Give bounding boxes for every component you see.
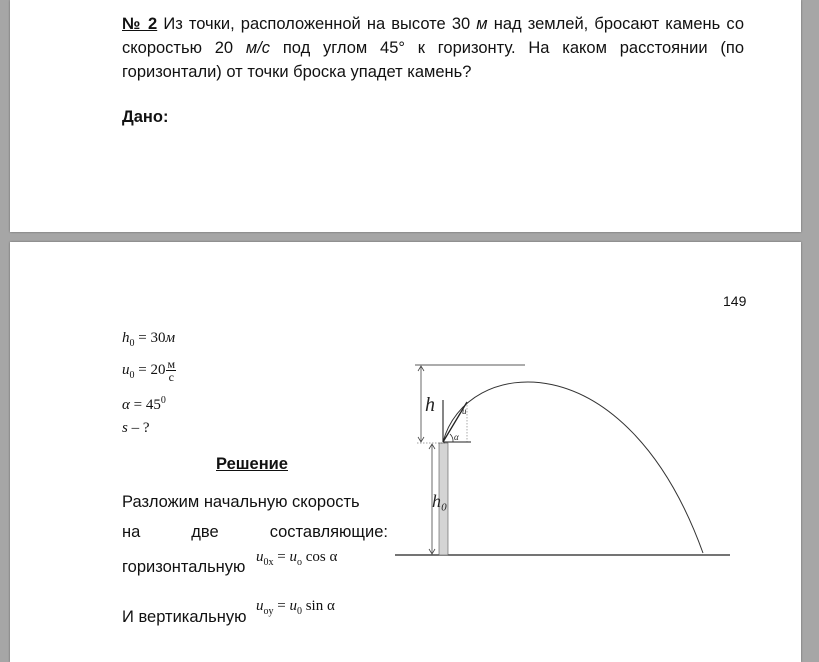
- problem-statement: [122, 12, 744, 84]
- angle-arc: [450, 434, 453, 442]
- trajectory-curve: [443, 382, 703, 553]
- trajectory-diagram: [395, 357, 745, 567]
- problem-unit-meters: м: [476, 15, 488, 33]
- solution-line-2: на две составляющие:: [122, 523, 388, 541]
- formula-u0y: $u_{oy} = u_0$ sin α: [256, 598, 335, 617]
- problem-number: № 2: [122, 15, 158, 33]
- solution-title: Решение: [216, 455, 288, 473]
- vertical-label: И вертикальную: [122, 608, 247, 626]
- label-u: u: [462, 406, 467, 416]
- label-h: h: [425, 394, 435, 416]
- label-alpha: α: [454, 432, 459, 442]
- problem-unit-speed: м/с: [245, 39, 271, 57]
- given-heading: Дано:: [122, 108, 169, 126]
- problem-text-part: над землей, бросают камень со скоростью 20: [122, 15, 744, 57]
- horizontal-label: горизонтальную: [122, 558, 246, 576]
- given-alpha: $\alpha = 45^0$: [122, 395, 166, 413]
- label-h0: h₀: [432, 491, 448, 511]
- document-page-2: [10, 242, 801, 662]
- given-h0: $h_0 = 30м$: [122, 330, 176, 349]
- given-u0: $u_0 = 20$ $\frac{м}{с}$: [122, 357, 176, 384]
- solution-line-1: Разложим начальную скорость: [122, 493, 360, 511]
- page-number: 149: [723, 293, 747, 309]
- given-s: s – ?: [122, 420, 150, 436]
- document-page-1: [10, 0, 801, 232]
- formula-u0x: $u_{0x} = u_o$ cos α: [256, 549, 338, 568]
- problem-text-part: под углом 45° к горизонту. На каком расстоянии (по горизонтали) от точки броска упадет камень?: [122, 39, 744, 81]
- problem-text-part: Из точки, расположенной на высоте 30: [157, 15, 477, 33]
- unit-fraction: $\frac{м}{с}$: [167, 357, 176, 384]
